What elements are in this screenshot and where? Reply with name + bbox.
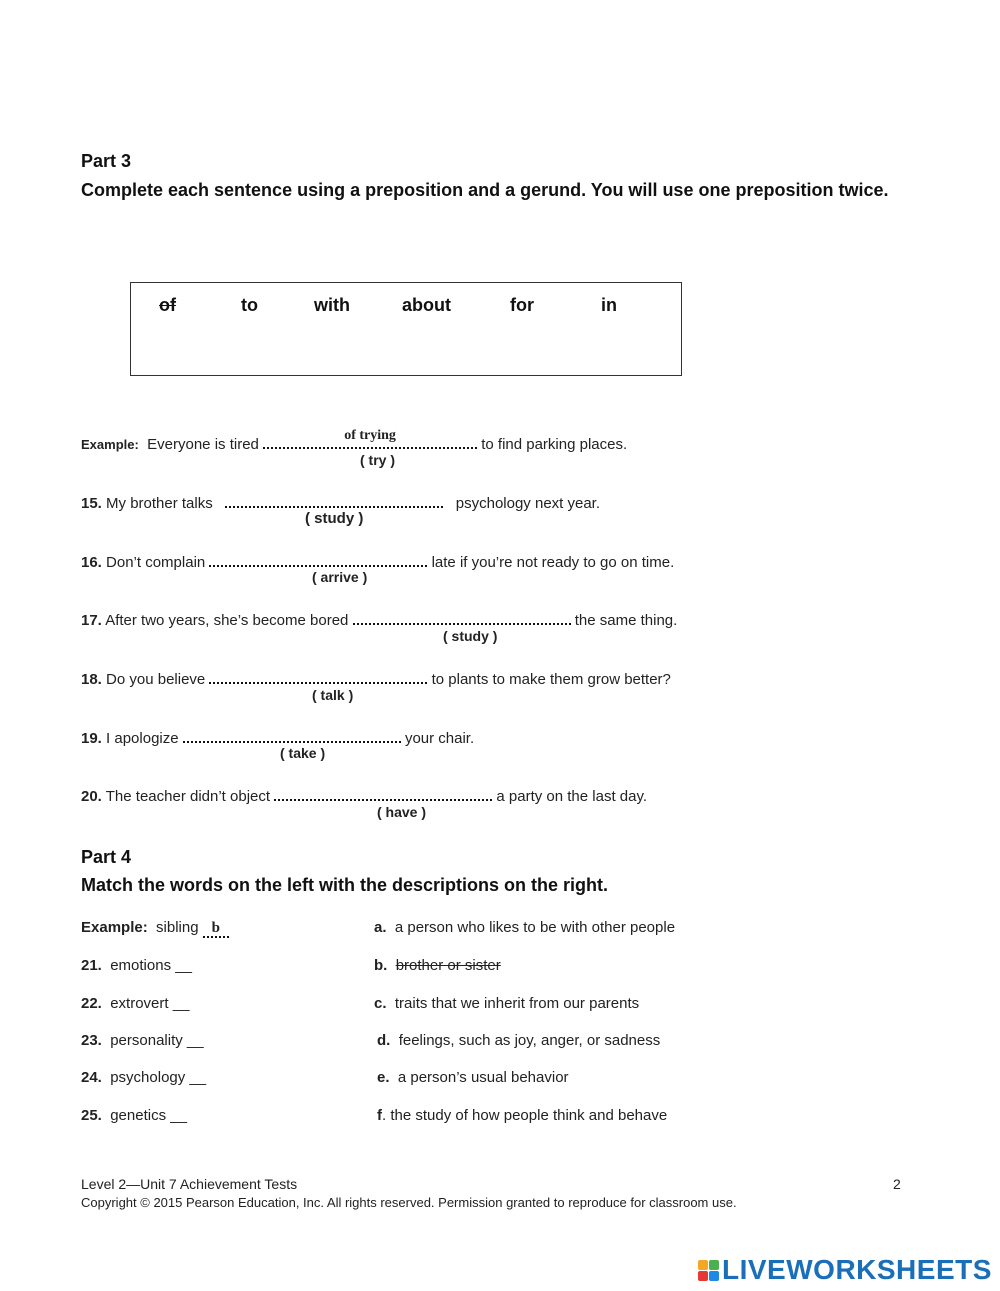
match-description: . the study of how people think and behave	[382, 1107, 668, 1124]
match-right-b[interactable]	[374, 957, 501, 974]
example-before: Everyone is tired	[147, 436, 259, 453]
match-word: genetics __	[110, 1107, 187, 1124]
part3-example	[81, 428, 628, 453]
item-text-after: psychology next year.	[455, 495, 601, 512]
item-text-before: After two years, she’s become bored	[105, 612, 349, 629]
answer-blank-19[interactable]	[183, 725, 401, 743]
match-description: a person’s usual behavior	[397, 1069, 569, 1086]
word-bank-to: to	[241, 295, 258, 315]
logo-cube	[709, 1271, 719, 1281]
match-letter: c.	[374, 995, 387, 1012]
match-left-23[interactable]	[81, 1032, 204, 1049]
item-20	[81, 783, 647, 805]
part4-title: Part 4	[81, 847, 132, 867]
item-16-hint: ( arrive )	[312, 569, 368, 585]
item-number: 16.	[81, 554, 102, 571]
item-text-after: the same thing.	[574, 612, 678, 629]
match-example	[81, 919, 229, 938]
answer-blank-16[interactable]	[209, 549, 427, 567]
item-text-after: to plants to make them grow better?	[431, 671, 671, 688]
match-number: 24.	[81, 1069, 102, 1086]
answer-blank-20[interactable]	[274, 783, 492, 801]
part4-instructions: Match the words on the left with the descriptions on the right.	[81, 875, 609, 895]
match-letter: b.	[374, 957, 388, 974]
match-letter: d.	[377, 1032, 391, 1049]
part3-instructions: Complete each sentence using a preposition and a gerund. You will use one preposition twice.	[81, 180, 889, 200]
example-label: Example:	[81, 437, 139, 452]
match-number: 25.	[81, 1107, 102, 1124]
word-bank-for: for	[510, 295, 534, 315]
match-example-label: Example:	[81, 919, 148, 936]
item-18	[81, 666, 671, 688]
part3-title: Part 3	[81, 151, 132, 171]
item-number: 19.	[81, 730, 102, 747]
match-left-21[interactable]	[81, 957, 192, 974]
match-letter: f	[377, 1107, 382, 1124]
example-answer: of trying	[344, 428, 396, 443]
example-hint: ( try )	[360, 452, 395, 468]
match-word: psychology __	[110, 1069, 207, 1086]
item-19-hint: ( take )	[280, 745, 326, 761]
answer-blank-15[interactable]	[225, 490, 443, 508]
item-17	[81, 607, 677, 629]
item-16	[81, 549, 674, 571]
logo-cubes-icon	[698, 1260, 719, 1281]
match-right-f[interactable]	[377, 1107, 667, 1124]
match-letter: a.	[374, 919, 387, 936]
match-left-25[interactable]	[81, 1107, 187, 1124]
logo-cube	[698, 1260, 708, 1270]
match-word: emotions __	[110, 957, 192, 974]
match-word: extrovert __	[110, 995, 190, 1012]
item-18-hint: ( talk )	[312, 687, 354, 703]
copyright: Copyright © 2015 Pearson Education, Inc. All rights reserved. Permission granted to reproduce for classroom use.	[81, 1195, 737, 1210]
match-right-e[interactable]	[377, 1069, 569, 1086]
match-right-a[interactable]	[374, 919, 675, 936]
item-text-before: Don’t complain	[106, 554, 206, 571]
word-bank-with: with	[314, 295, 350, 315]
match-number: 23.	[81, 1032, 102, 1049]
liveworksheets-logo	[698, 1255, 992, 1285]
match-right-d[interactable]	[377, 1032, 660, 1049]
item-17-hint: ( study )	[443, 628, 498, 644]
match-right-c[interactable]	[374, 995, 639, 1012]
match-left-22[interactable]	[81, 995, 189, 1012]
logo-text: LIVEWORKSHEETS	[722, 1254, 992, 1285]
match-left-24[interactable]	[81, 1069, 206, 1086]
item-20-hint: ( have )	[377, 804, 427, 820]
page-number: 2	[893, 1176, 901, 1192]
match-example-answer: b	[203, 921, 229, 938]
word-bank-in: in	[601, 295, 617, 315]
item-15	[81, 490, 600, 512]
item-text-after: your chair.	[404, 730, 475, 747]
logo-cube	[709, 1260, 719, 1270]
match-description: a person who likes to be with other people	[394, 919, 676, 936]
item-number: 15.	[81, 495, 102, 512]
example-blank	[263, 428, 477, 449]
item-number: 20.	[81, 788, 102, 805]
item-text-before: I apologize	[106, 730, 179, 747]
match-description: brother or sister	[395, 957, 501, 974]
item-text-before: My brother talks	[106, 495, 213, 512]
item-text-after: late if you’re not ready to go on time.	[431, 554, 675, 571]
match-example-word: sibling	[156, 919, 199, 936]
word-bank-of: of	[159, 295, 176, 315]
example-after: to find parking places.	[481, 436, 628, 453]
logo-cube	[698, 1271, 708, 1281]
match-number: 21.	[81, 957, 102, 974]
word-bank	[130, 282, 682, 376]
match-description: feelings, such as joy, anger, or sadness	[398, 1032, 661, 1049]
item-text-before: The teacher didn’t object	[105, 788, 271, 805]
item-text-before: Do you believe	[106, 671, 206, 688]
item-15-hint: ( study )	[305, 510, 364, 527]
item-text-after: a party on the last day.	[496, 788, 648, 805]
item-number: 18.	[81, 671, 102, 688]
answer-blank-17[interactable]	[353, 607, 571, 625]
match-word: personality __	[110, 1032, 204, 1049]
item-19	[81, 725, 474, 747]
match-letter: e.	[377, 1069, 390, 1086]
match-description: traits that we inherit from our parents	[394, 995, 640, 1012]
match-number: 22.	[81, 995, 102, 1012]
item-number: 17.	[81, 612, 102, 629]
word-bank-about: about	[402, 295, 451, 315]
answer-blank-18[interactable]	[209, 666, 427, 684]
footer-title: Level 2—Unit 7 Achievement Tests	[81, 1176, 298, 1192]
